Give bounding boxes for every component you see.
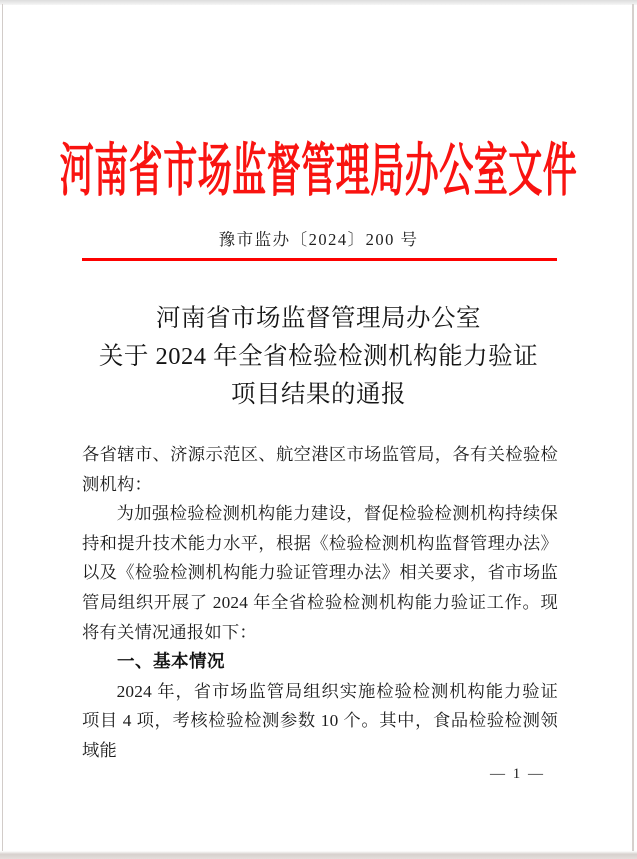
scan-edge-right — [632, 4, 634, 852]
salutation: 各省辖市、济源示范区、航空港区市场监管局，各有关检验检测机构： — [82, 445, 558, 494]
scan-edge-top — [0, 0, 637, 5]
document-body — [82, 440, 558, 766]
paragraph-basic-situation: 2024 年，省市场监管局组织实施检验检测机构能力验证项目 4 项，考核检验检测参数 10 个。其中，食品检验检测领域能 — [82, 681, 558, 760]
document-title-line: 河南省市场监督管理局办公室 — [156, 305, 481, 332]
masthead-title: 河南省市场监督管理局办公室文件 — [59, 140, 578, 203]
document-title-line: 关于 2024 年全省检验检测机构能力验证 — [98, 343, 539, 370]
section-heading-basic-situation: 一、基本情况 — [117, 651, 225, 672]
paragraph-introduction: 为加强检验检测机构能力建设，督促检验检测机构持续保持和提升技术能力水平，根据《检验检测机构监督管理办法》以及《检验检测机构能力验证管理办法》相关要求，省市场监管局组织开展了 2024 年全省检验检测机构能力验证工作。现将有关情况通报如下： — [82, 504, 558, 642]
page-number: — 1 — — [490, 766, 545, 782]
document-number: 豫市监办〔2024〕200 号 — [218, 230, 419, 249]
document-title — [0, 300, 637, 414]
scan-edge-bottom — [0, 851, 637, 859]
scan-edge-left — [2, 4, 3, 852]
red-divider-rule — [82, 258, 557, 261]
document-masthead — [0, 135, 637, 203]
document-title-line: 项目结果的通报 — [231, 381, 406, 408]
